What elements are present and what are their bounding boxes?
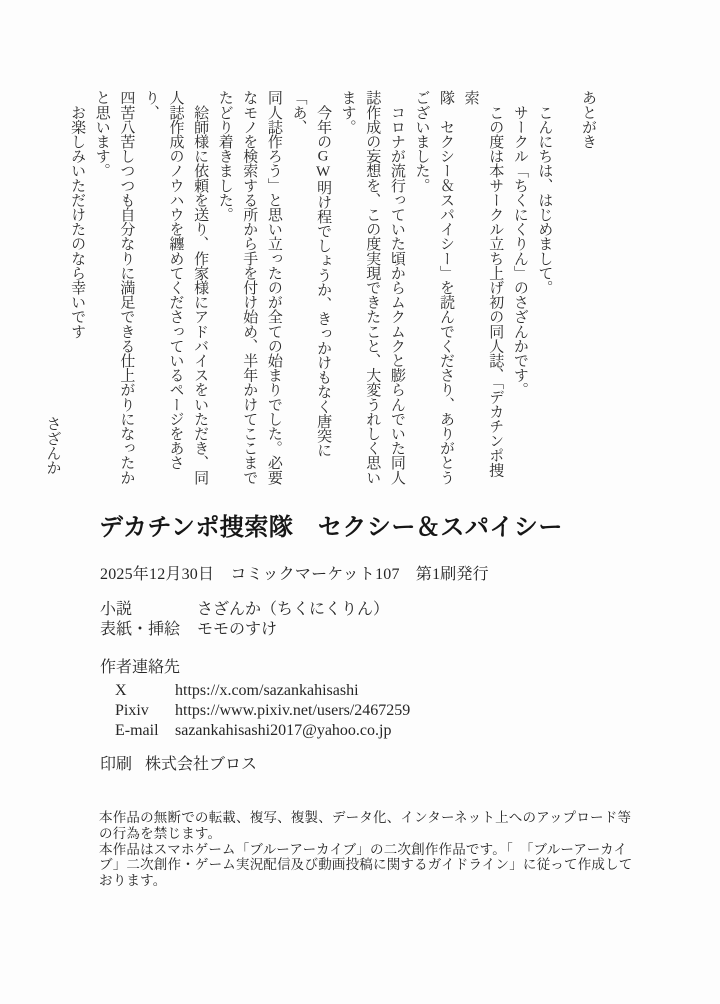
afterword-line: たどり着きました。 <box>216 90 233 222</box>
contact-url: https://x.com/sazankahisashi <box>175 682 359 699</box>
printer-line <box>100 751 257 774</box>
afterword-line: 四苦八苦しつつも自分なりに満足できる仕上がりになったか <box>118 90 135 485</box>
afterword-line: なモノを検索する所から手を付け始め、半年かけてここまで <box>241 90 258 485</box>
afterword-line: コロナが流行っていた頃からムクムクと膨らんでいた同人 <box>388 90 405 485</box>
afterword-line: 人誌作成のノウハウを纏めてくださっているページをあさり、 <box>142 90 184 470</box>
afterword-heading: あとがき <box>580 90 596 149</box>
afterword-line: こんにちは、はじめまして。 <box>536 90 553 295</box>
author-contact-block <box>100 658 410 741</box>
disclaimer-line: 本作品はスマホゲーム「ブルーアーカイブ」の二次創作作品です。「 「ブルーアーカイ <box>99 841 628 857</box>
afterword-line: 今年のGW明け程でしょうか、きっかけもなく唐突に「あ、 <box>290 90 332 458</box>
contact-label: Pixiv <box>115 702 149 719</box>
contact-label: X <box>115 682 127 699</box>
credits-block <box>100 600 389 639</box>
afterword-signature: さざんか <box>44 415 61 474</box>
afterword-line: と思います。 <box>93 90 110 178</box>
afterword-line: ます。 <box>339 90 356 134</box>
contact-label: E-mail <box>115 722 159 739</box>
edition-line: 2025年12月30日 コミックマーケット107 第1刷発行 <box>100 566 489 583</box>
credit-label: 表紙・挿絵 <box>100 620 181 638</box>
credit-row-novel <box>100 600 389 620</box>
disclaimer-line: の行為を禁じます。 <box>99 825 222 841</box>
afterword-line: 絵師様に依頼を送り、作家様にアドバイスをいただき、同 <box>192 90 209 485</box>
book-title: デカチンポ捜索隊 セクシー＆スパイシー <box>99 515 563 541</box>
afterword-line: 誌作成の妄想を、この度実現できたこと、大変うれしく思い <box>364 90 381 485</box>
disclaimer-line: 本作品の無断での転載、複写、複製、データ化、インターネット上へのアップロード等 <box>99 810 632 825</box>
printer-value: 株式会社ブロス <box>145 756 258 773</box>
contact-row-pixiv <box>100 701 410 721</box>
afterword-line: お楽しみいただけたのなら幸いです <box>69 90 86 339</box>
contact-row-email <box>100 721 410 741</box>
afterword-line: サークル「ちくにくりん」のさざんかです。 <box>511 90 528 397</box>
contact-row-x <box>100 681 410 701</box>
afterword-line: 同人誌作ろう」と思い立ったのが全ての始まりでした。必要 <box>265 90 282 485</box>
afterword-line: 隊 セクシー＆スパイシー」を読んでくださり、ありがとう <box>438 90 455 485</box>
afterword-line: ございました。 <box>413 90 430 193</box>
contact-url: https://www.pixiv.net/users/2467259 <box>175 702 411 719</box>
disclaimer-line: ブ」二次創作・ゲーム実況配信及び動画投稿に関するガイドライン」に従って作成して <box>99 857 633 873</box>
credit-value: モモのすけ <box>197 620 278 638</box>
credit-label: 小説 <box>100 601 133 618</box>
disclaimer-block <box>99 810 633 889</box>
afterword-section <box>40 90 600 490</box>
afterword-line: この度は本サークル立ち上げ初の同人誌、「デカチンポ捜索 <box>462 90 504 477</box>
disclaimer-line: おります。 <box>99 873 167 889</box>
credit-row-cover-illustration <box>100 620 389 640</box>
contact-heading: 作者連絡先 <box>100 659 181 676</box>
printer-label: 印刷 <box>100 756 133 773</box>
contact-email: sazankahisashi2017@yahoo.co.jp <box>175 722 392 739</box>
credit-value: さざんか（ちくにくりん） <box>197 601 390 618</box>
